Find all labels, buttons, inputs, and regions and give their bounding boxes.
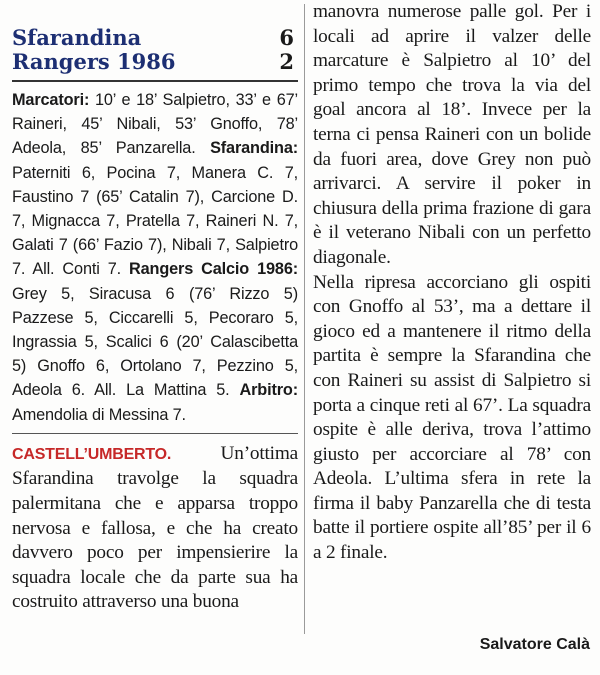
- column-divider: [304, 4, 305, 634]
- home-lineup-text: Paterniti 6, Pocina 7, Manera C. 7, Faustino 7 (65’ Catalin 7), Carcione D. 7, Mignacca 7, Pratella 7, Raineri N. 7, Galati 7 (66’ Fazio 7), Nibali 7, Salpietro 7. All. Conti 7.: [12, 163, 298, 279]
- box-divider: [12, 433, 298, 434]
- away-score-row: [12, 50, 298, 74]
- left-column: [12, 26, 298, 615]
- story-paragraph-1: manovra numerose palle gol. Per i locali ad aprire il valzer delle marcature è Salpietro al 10’ del primo tempo che trova la via del goal ancora al 18’. Invece per la terna ci pensa Raineri con un bolide da fuori area, dove Grey non può arrivarci. A servire il poker in chiusura della prima frazione di gara è il veterano Nibali con un perfetto diagonale.: [313, 1, 591, 268]
- scoreboard-divider: [12, 80, 298, 82]
- home-score: 6: [279, 25, 294, 50]
- scorers-text: 10’ e 18’ Salpietro, 33’ e 67’ Raineri, 45’ Nibali, 53’ Gnoffo, 78’ Adeola, 85’ Panzarella.: [12, 91, 298, 158]
- story-paragraph-2: Nella ripresa accorciano gli ospiti con Gnoffo al 53’, ma a dettare il gioco ed a mantenere il ritmo della partita è sempre la Sfarandina che con Raineri su assist di Salpietro si porta a cinque reti al 67’. La squadra ospite è alle deriva, trova l’attimo giusto per accorciare al 78’ con Adeola. L’ultima sfera in rete la firma il baby Panzarella che di testa batte il portiere ospite all’85’ per il 6 a 2 finale.: [313, 271, 591, 564]
- referee-label: Arbitro:: [239, 381, 298, 400]
- dateline: CASTELL’UMBERTO.: [12, 445, 172, 463]
- story-left-part: [12, 442, 298, 615]
- away-lineup-label: Rangers Calcio 1986:: [129, 260, 298, 279]
- home-lineup-label: Sfarandina:: [210, 139, 298, 158]
- referee-text: Amendolia di Messina 7.: [12, 405, 186, 424]
- right-column: [313, 0, 591, 566]
- story-left-text: Un’ottima Sfarandina travolge la squadra palermitana che e apparsa troppo nervosa e fallosa, e che ha creato davvero poco per impensierire la squadra locale che da parte sua ha costruito attraverso una buona: [12, 442, 298, 613]
- away-lineup-text: Grey 5, Siracusa 6 (76’ Rizzo 5) Pazzese 5, Ciccarelli 5, Pecoraro 5, Ingrassia 5, Scalici 6 (20’ Calascibetta 5) Gnoffo 6, Ortolano 7, Pezzino 5, Adeola 6. All. La Mattina 5.: [12, 284, 298, 400]
- byline: Salvatore Calà: [479, 636, 590, 653]
- away-team-name: Rangers 1986: [12, 49, 176, 74]
- match-details-box: [12, 88, 298, 427]
- away-score: 2: [279, 49, 294, 74]
- home-score-row: [12, 26, 298, 50]
- scorers-label: Marcatori:: [12, 91, 90, 109]
- home-team-name: Sfarandina: [12, 25, 142, 50]
